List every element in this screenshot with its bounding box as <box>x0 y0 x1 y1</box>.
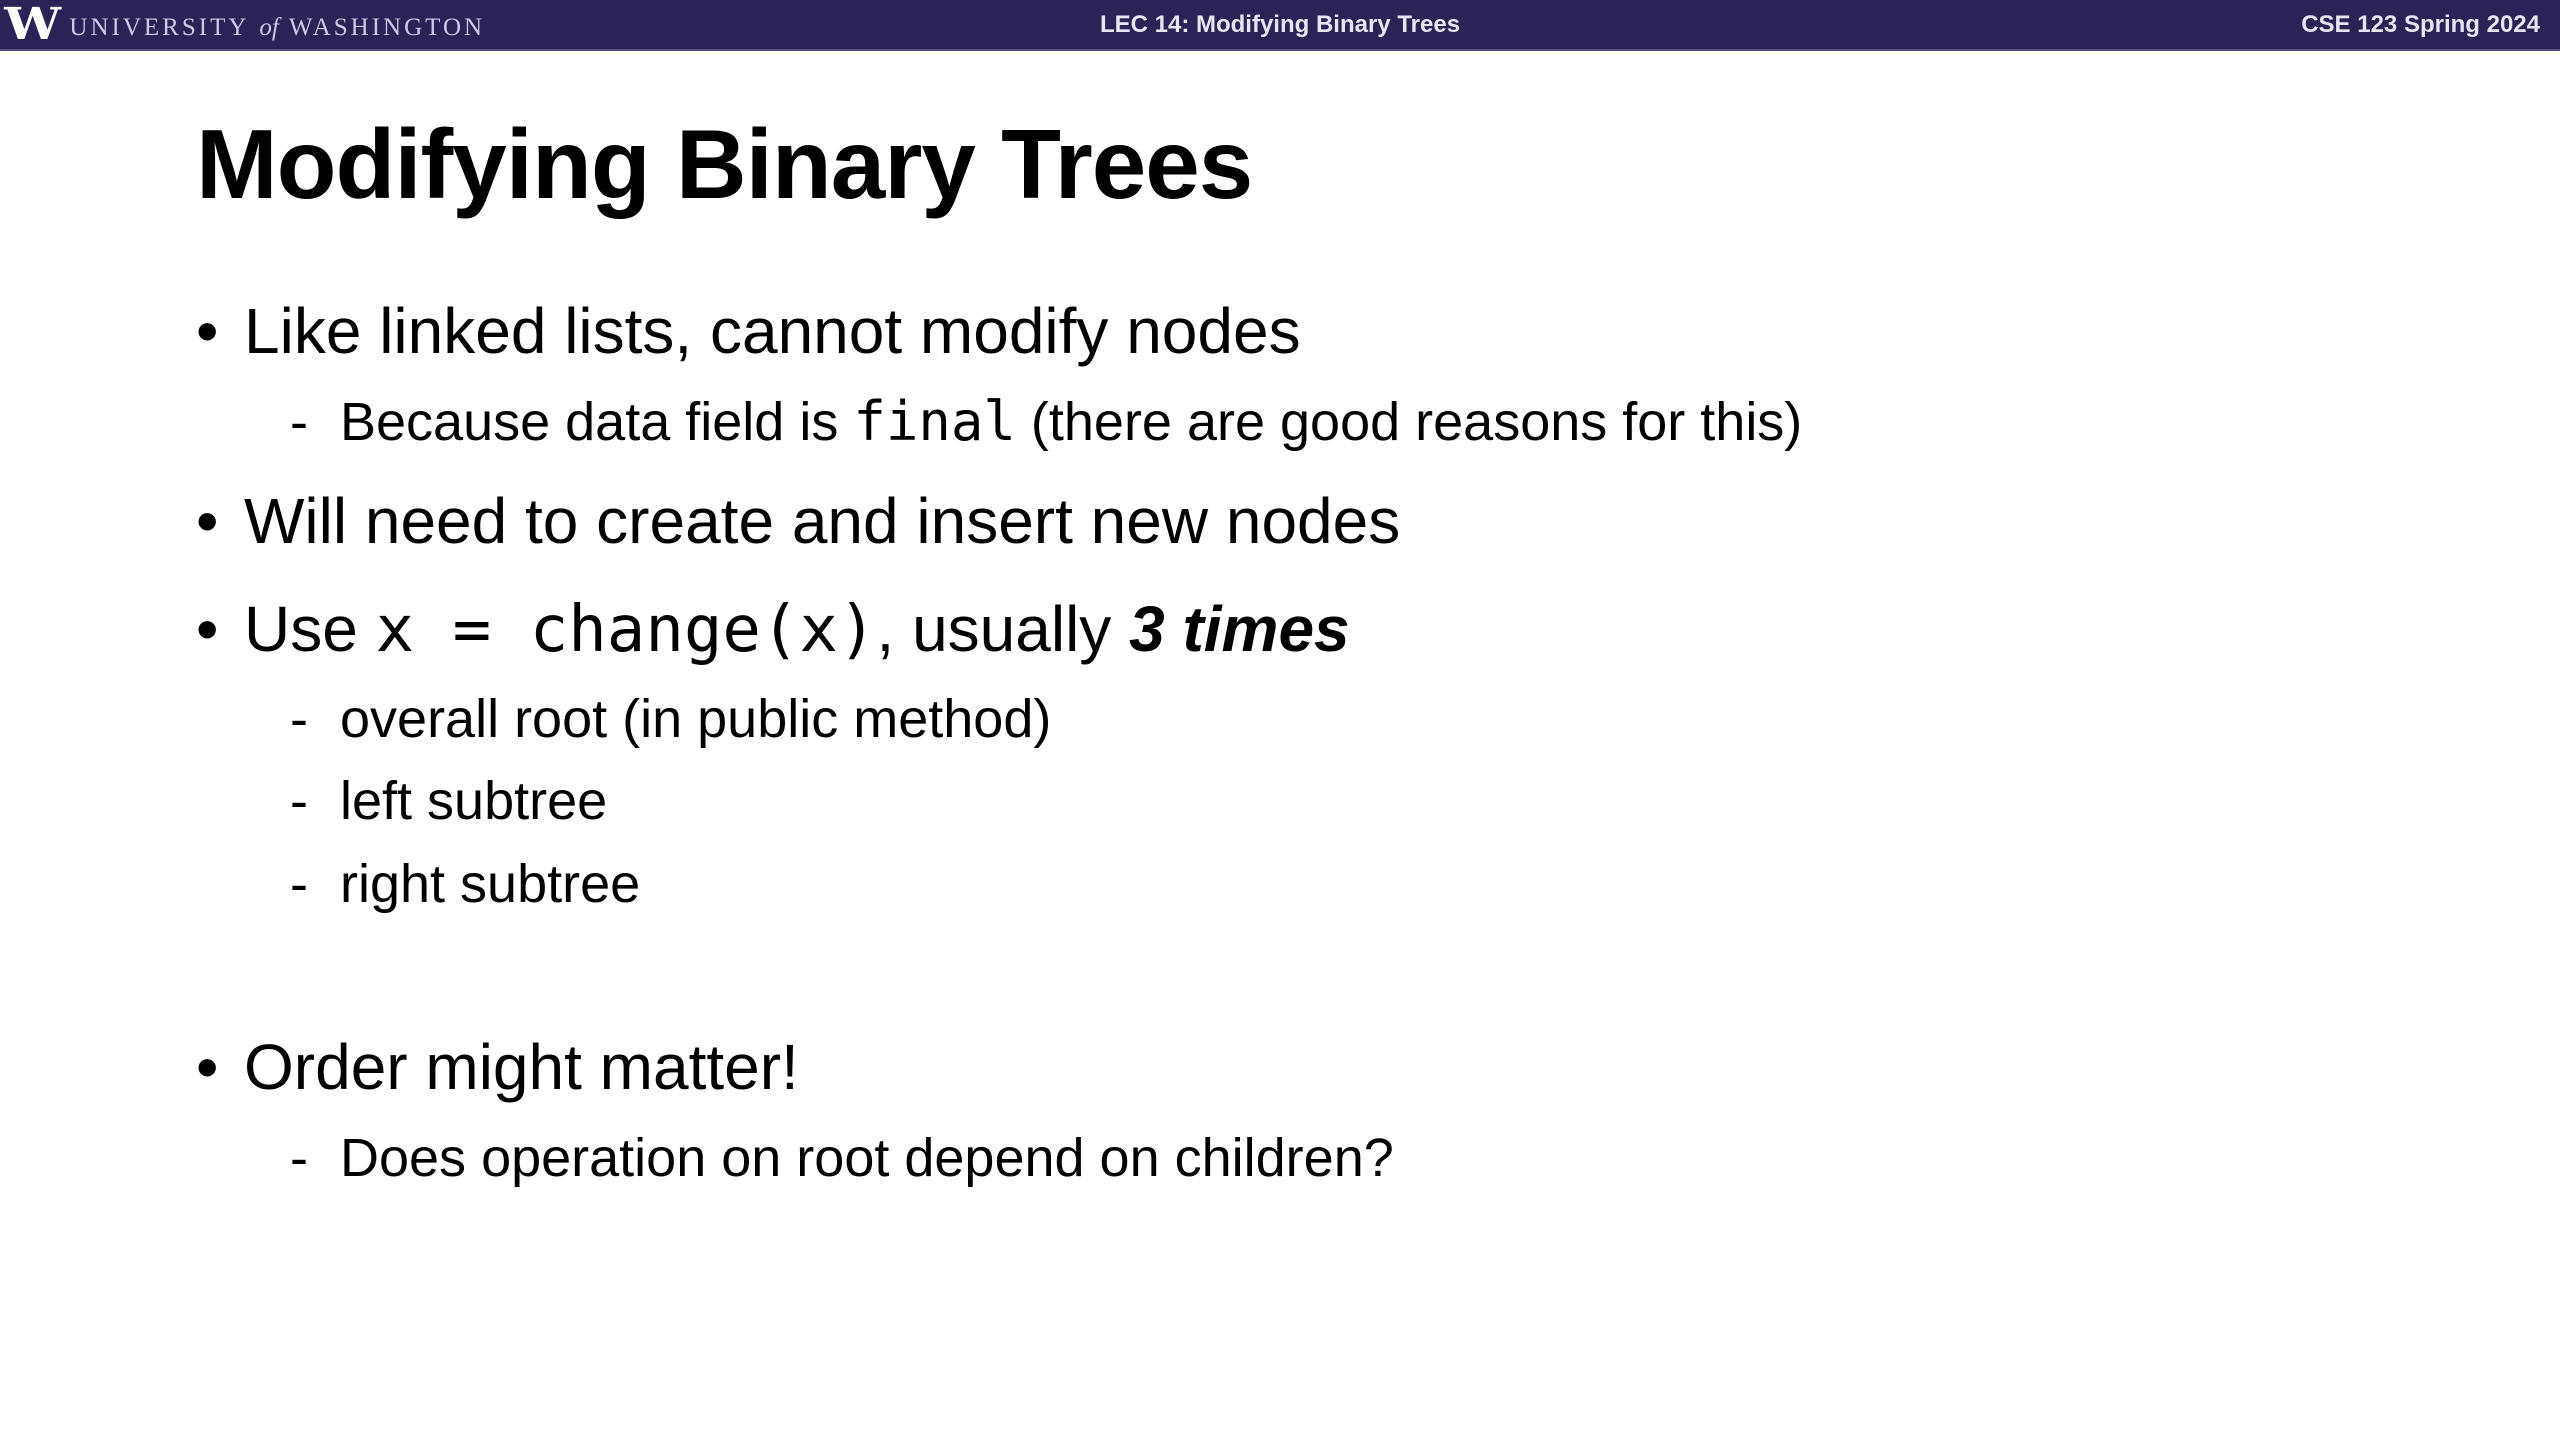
bullet-2 <box>196 484 1400 558</box>
bullet-2-text: Will need to create and insert new nodes <box>244 485 1401 557</box>
bullet-1-sub-1 <box>290 390 1802 453</box>
bullet-1-sub-1-text: Because data field is <box>340 392 854 452</box>
three-times-emphasis: 3 times <box>1129 593 1350 665</box>
dash-marker: - <box>290 1128 308 1188</box>
bullet-1-text: Like linked lists, cannot modify nodes <box>244 295 1301 367</box>
bullet-marker: • <box>196 485 219 557</box>
bullet-3-sub-3 <box>290 853 640 915</box>
bullet-1-sub-1-after: (there are good reasons for this) <box>1015 392 1803 452</box>
slide-header-bar <box>0 0 2560 51</box>
bullet-1 <box>196 294 1301 368</box>
dash-marker: - <box>290 771 308 831</box>
bullet-4-sub-1 <box>290 1127 1394 1189</box>
university-name-part1: UNIVERSITY <box>69 14 250 41</box>
bullet-3-sub-3-text: right subtree <box>340 854 641 914</box>
slide-title: Modifying Binary Trees <box>196 109 1253 219</box>
bullet-3-sub-1 <box>290 688 1051 750</box>
bullet-4 <box>196 1030 799 1104</box>
bullet-3-sub-2 <box>290 770 607 832</box>
bullet-marker: • <box>196 1031 219 1103</box>
course-info: CSE 123 Spring 2024 <box>2301 11 2540 38</box>
university-name-part2: WASHINGTON <box>288 14 486 41</box>
bullet-3-sub-2-text: left subtree <box>340 771 608 831</box>
change-call-code: x = change(x) <box>375 593 877 667</box>
bullet-marker: • <box>196 593 219 665</box>
bullet-4-text: Order might matter! <box>244 1031 799 1103</box>
bullet-3 <box>196 592 1350 667</box>
lecture-title: LEC 14: Modifying Binary Trees <box>1099 11 1461 38</box>
bullet-3-middle: , usually <box>876 593 1130 665</box>
bullet-marker: • <box>196 295 219 367</box>
dash-marker: - <box>290 689 308 749</box>
dash-marker: - <box>290 854 308 914</box>
bullet-3-sub-1-text: overall root (in public method) <box>340 689 1052 749</box>
university-name-of: of <box>259 14 279 41</box>
uw-w-logo-icon: W <box>4 0 62 50</box>
dash-marker: - <box>290 392 308 452</box>
bullet-4-sub-1-text: Does operation on root depend on children? <box>340 1128 1394 1188</box>
final-keyword-code: final <box>853 390 1016 453</box>
bullet-3-text: Use <box>244 593 376 665</box>
